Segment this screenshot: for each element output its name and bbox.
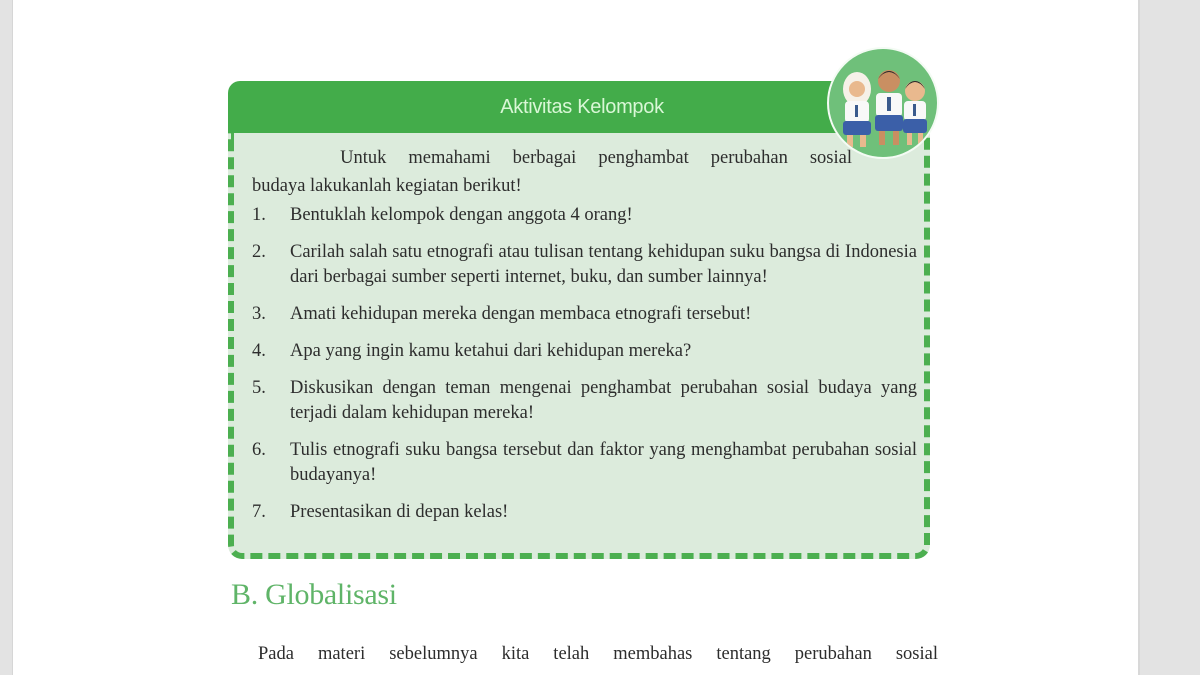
activity-box: [228, 81, 930, 559]
step-text: Carilah salah satu etnografi atau tulisan tentang kehidupan suku bangsa di Indonesia dari berbagai sumber seperti internet, buku, dan sumber lainnya!: [290, 242, 917, 287]
step-item: [252, 240, 917, 290]
activity-steps-list: [252, 203, 917, 537]
step-text: Bentuklah kelompok dengan anggota 4 orang!: [290, 205, 633, 225]
step-number: 3.: [252, 304, 266, 324]
step-number: 4.: [252, 341, 266, 361]
activity-header: [228, 81, 930, 133]
step-item: [252, 203, 917, 228]
activity-title: Aktivitas Kelompok: [500, 95, 664, 118]
viewer-left-gutter: [0, 0, 13, 675]
step-item: [252, 302, 917, 327]
students-group-icon: [827, 47, 939, 159]
section-heading: B. Globalisasi: [231, 578, 397, 611]
step-item: [252, 339, 917, 364]
step-text: Tulis etnografi suku bangsa tersebut dan faktor yang menghambat perubahan sosial budayanya!: [290, 440, 917, 485]
step-number: 1.: [252, 205, 266, 225]
step-item: [252, 376, 917, 426]
step-text: Apa yang ingin kamu ketahui dari kehidupan mereka?: [290, 341, 692, 361]
viewer-right-gutter: [1138, 0, 1200, 675]
step-text: Amati kehidupan mereka dengan membaca etnografi tersebut!: [290, 304, 752, 324]
step-number: 7.: [252, 502, 266, 522]
step-text: Diskusikan dengan teman mengenai penghambat perubahan sosial budaya yang terjadi dalam kehidupan mereka!: [290, 378, 917, 423]
step-number: 5.: [252, 378, 266, 398]
step-text: Presentasikan di depan kelas!: [290, 502, 509, 522]
step-number: 2.: [252, 242, 266, 262]
step-item: [252, 438, 917, 488]
step-number: 6.: [252, 440, 266, 460]
body-paragraph: Pada materi sebelumnya kita telah membahas tentang perubahan sosial: [258, 644, 938, 664]
activity-body: [228, 133, 930, 559]
activity-intro-line2: budaya lakukanlah kegiatan berikut!: [252, 176, 522, 196]
activity-intro-line1: Untuk memahami berbagai penghambat perubahan sosial: [340, 148, 852, 168]
step-item: [252, 500, 917, 525]
